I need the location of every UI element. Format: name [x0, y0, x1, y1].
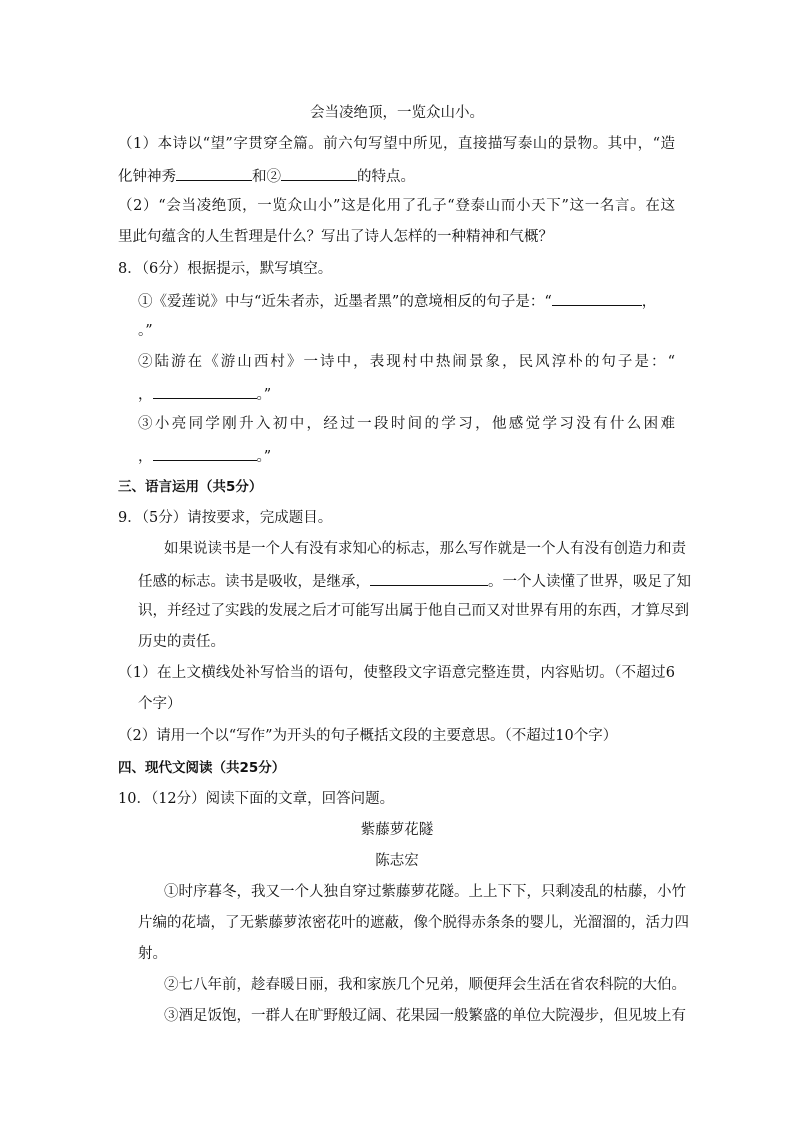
p1-line1: ①时序暮冬，我又一个人独自穿过紫藤萝花隧。上上下下，只剩凌乱的枯藤，小竹	[164, 884, 686, 900]
p1-line2: 片编的花墙，了无紫藤萝浓密花叶的遮蔽，像个脱得赤条条的婴儿，光溜溜的，活力四	[138, 915, 689, 931]
q8-item3-end: 。”	[256, 449, 272, 465]
q8-item2-comma: ，	[138, 387, 153, 403]
q10-stem: 10．（12分）阅读下面的文章，回答问题。	[118, 791, 395, 807]
q9-para-line1: 如果说读书是一个人有没有求知心的标志，那么写作就是一个人有没有创造力和责	[164, 541, 686, 557]
q8-item2-line1: ②陆游在《游山西村》一诗中，表现村中热闹景象，民风淳朴的句子是：“	[138, 354, 675, 370]
q8-blank-2[interactable]	[153, 383, 257, 399]
q8-blank-3[interactable]	[153, 445, 257, 461]
q7-blank-1[interactable]	[176, 165, 252, 181]
p3-line1: ③酒足饭饱，一群人在旷野般辽阔、花果园一般繁盛的单位大院漫步，但见坡上有	[164, 1008, 686, 1024]
poem-last-line: 会当凌绝顶，一览众山小。	[310, 105, 484, 121]
section-3-title: 三、语言运用（共5分）	[118, 479, 263, 495]
q7-sub1-line1: （1）本诗以“望”字贯穿全篇。前六句写望中所见，直接描写泰山的景物。其中，“造	[118, 136, 675, 152]
q8-item1-line1	[138, 290, 656, 312]
q9-blank[interactable]	[370, 570, 488, 586]
q8-item2-end: 。”	[256, 387, 272, 403]
q7-sub2-line2: 里此句蕴含的人生哲理是什么？写出了诗人怎样的一种精神和气概？	[118, 229, 553, 245]
q8-blank-1[interactable]	[552, 290, 642, 306]
q9-para-line3: 识，并经过了实践的发展之后才可能写出属于他自己而又对世界有用的东西，才算尽到	[138, 603, 689, 619]
q8-item3-comma: ，	[138, 449, 153, 465]
q9-stem: 9．（5分）请按要求，完成题目。	[118, 510, 333, 526]
q8-item1-text: ①《爱莲说》中与“近朱者赤，近墨者黑”的意境相反的句子是：“	[138, 294, 552, 310]
article-title: 紫藤萝花隧	[360, 822, 434, 838]
q9-sub1-line1: （1）在上文横线处补写恰当的语句，使整段文字语意完整连贯，内容贴切。（不超过6	[118, 665, 675, 681]
q8-item3-line1: ③小亮同学刚升入初中，经过一段时间的学习，他感觉学习没有什么困难	[138, 416, 675, 432]
q7-sub1-text-c: 的特点。	[357, 169, 415, 185]
p2-line1: ②七八年前，趁春暖日丽，我和家族几个兄弟，顺便拜会生活在省农科院的大伯。	[164, 977, 686, 993]
q8-item3-line2	[138, 445, 271, 467]
section-4-title: 四、现代文阅读（共25分）	[118, 760, 286, 776]
q7-sub2-line1: （2）“会当凌绝顶，一览众山小”这是化用了孔子“登泰山而小天下”这一名言。在这	[118, 198, 675, 214]
q8-item2-line2	[138, 383, 271, 405]
q8-item1-comma: ，	[641, 294, 657, 310]
q9-para-text-a: 任感的标志。读书是吸收，是继承，	[138, 574, 370, 590]
q9-para-text-b: 。一个人读懂了世界，吸足了知	[488, 574, 691, 590]
article-author: 陈志宏	[375, 853, 419, 869]
q8-item1-end: 。”	[138, 323, 153, 339]
q9-sub1-line2: 个字）	[138, 696, 182, 712]
q7-sub1-text-a: 化钟神秀	[118, 169, 176, 185]
q9-sub2: （2）请用一个以“写作”为开头的句子概括文段的主要意思。（不超过10个字）	[118, 728, 618, 744]
q8-stem: 8．（6分）根据提示，默写填空。	[118, 261, 333, 277]
p1-line3: 射。	[138, 946, 167, 962]
q9-para-line4: 历史的责任。	[138, 634, 225, 650]
q7-blank-2[interactable]	[281, 165, 357, 181]
q7-sub1-text-b: 和②	[252, 169, 281, 185]
q9-para-line2	[138, 570, 691, 592]
q7-sub1-line2	[118, 165, 415, 187]
